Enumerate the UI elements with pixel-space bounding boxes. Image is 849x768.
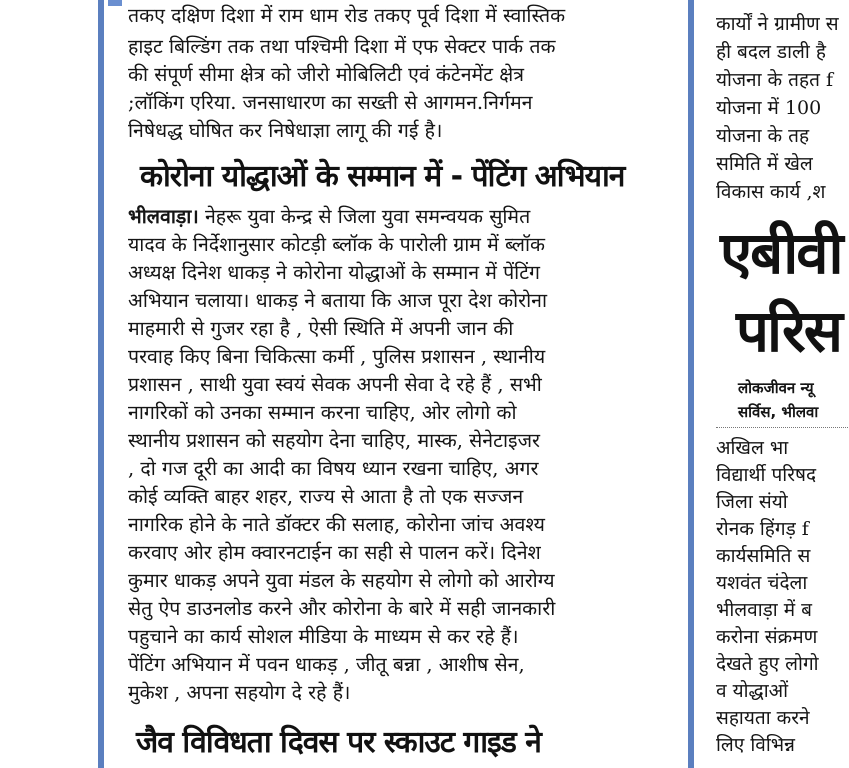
column-rule-notch: [108, 0, 122, 6]
article-text: नेहरू युवा केन्द्र से जिला युवा समन्वयक सुमित: [198, 205, 531, 228]
right-column: [710, 0, 849, 768]
article-line: नागरिकों को उनका सम्मान करना चाहिए, ओर लोगो को: [128, 401, 517, 424]
right-column-line: योजना के तह: [716, 125, 810, 147]
article-line: नागरिक होने के नाते डॉक्टर की सलाह, कोरोना जांच अवश्य: [128, 513, 545, 536]
intro-line: हाइट बिल्डिंग तक तथा पश्चिमी दिशा में एफ सेक्टर पार्क तक: [128, 35, 556, 58]
main-column: [128, 0, 666, 768]
dateline: भीलवाड़ा।: [128, 205, 199, 228]
article-line: माहमारी से गुजर रहा है , ऐसी स्थिति में अपनी जान की: [128, 317, 514, 340]
article-line: , दो गज दूरी का आदी का विषय ध्यान रखना चाहिए, अगर: [128, 457, 539, 480]
article-line: मुकेश , अपना सहयोग दे रहे हैं।: [128, 681, 351, 704]
intro-line: तकए दक्षिण दिशा में राम धाम रोड तकए पूर्व दिशा में स्वास्तिक: [128, 4, 566, 27]
article-line: स्थानीय प्रशासन को सहयोग देना चाहिए, मास्क, सेनेटाइजर: [128, 429, 541, 452]
right-body-line: व योद्धाओं: [716, 680, 789, 702]
article-line: पेंटिंग अभियान में पवन धाकड़ , जीतू बन्ना , आशीष सेन,: [128, 653, 525, 676]
article-headline: कोरोना योद्धाओं के सम्मान में - पेंटिंग अभियान: [140, 159, 625, 194]
page-edge-left: [0, 0, 99, 768]
column-rule-middle: [688, 0, 694, 768]
article-line: करवाए ओर होम क्वारनटाईन का सही से पालन करें। दिनेश: [128, 541, 541, 564]
big-headline-line-1: एबीवी: [720, 219, 842, 287]
article-line: अभियान चलाया। धाकड़ ने बताया कि आज पूरा देश कोरोना: [128, 289, 548, 312]
column-rule-left: [98, 0, 104, 768]
right-column-line: समिति में खेल: [716, 153, 813, 175]
intro-line: ;लॉकिंग एरिया. जनसाधारण का सख्ती से आगमन.निर्गमन: [128, 91, 533, 114]
right-body-line: भीलवाड़ा में ब: [716, 599, 813, 621]
byline-line-2: सर्विस, भीलवा: [738, 403, 819, 421]
right-body-line: करोना संक्रमण: [716, 626, 818, 648]
article-line: पहुचाने का कार्य सोशल मीडिया के माध्यम से कर रहे हैं।: [128, 625, 519, 648]
right-body-line: सहायता करने: [716, 707, 810, 729]
article-line: प्रशासन , साथी युवा स्वयं सेवक अपनी सेवा दे रहे हैं , सभी: [128, 373, 542, 396]
right-column-line: कार्यों ने ग्रामीण स: [716, 13, 839, 35]
right-body-line: विद्यार्थी परिषद: [716, 464, 817, 486]
byline-divider: [716, 427, 849, 428]
article-line: अध्यक्ष दिनेश धाकड़ ने कोरोना योद्धाओं के सम्मान में पेंटिंग: [128, 261, 541, 284]
right-column-line: विकास कार्य ,श: [716, 181, 826, 203]
right-body-line: जिला संयो: [716, 491, 788, 513]
right-body-line: कार्यसमिति स: [716, 545, 811, 567]
intro-line: की संपूर्ण सीमा क्षेत्र को जीरो मोबिलिटी एवं कंटेनमेंट क्षेत्र: [128, 63, 524, 86]
right-column-line: योजना के तहत f: [716, 69, 833, 91]
byline-line-1: लोकजीवन न्यू: [738, 379, 814, 397]
right-body-line: लिए विभिन्न: [716, 734, 795, 756]
right-body-line: अखिल भा: [716, 437, 789, 459]
article-line: यादव के निर्देशानुसार कोटड़ी ब्लॉक के पारोली ग्राम में ब्लॉक: [128, 233, 546, 256]
right-body-line: रोनक हिंगड़ f: [716, 518, 809, 540]
right-body-line: यशवंत चंदेला: [716, 572, 808, 594]
article-line: कुमार धाकड़ अपने युवा मंडल के सहयोग से लोगो को आरोग्य: [128, 569, 555, 592]
article-first-line: [128, 205, 530, 229]
column-gap: [681, 0, 688, 768]
article-line: कोई व्यक्ति बाहर शहर, राज्य से आता है तो एक सज्जन: [128, 485, 524, 508]
right-column-line: ही बदल डाली है: [716, 41, 826, 63]
intro-line: निषेधद्ध घोषित कर निषेधाज्ञा लागू की गई है।: [128, 119, 443, 142]
next-article-headline: जैव विविधता दिवस पर स्काउट गाइड ने: [136, 725, 541, 760]
article-line: सेतु ऐप डाउनलोड करने और कोरोना के बारे में सही जानकारी: [128, 597, 556, 620]
article-line: परवाह किए बिना चिकित्सा कर्मी , पुलिस प्रशासन , स्थानीय: [128, 345, 546, 368]
big-headline-line-2: परिस: [736, 297, 841, 365]
right-body-line: देखते हुए लोगो: [716, 653, 819, 675]
right-column-line: योजना में 100: [716, 97, 822, 119]
